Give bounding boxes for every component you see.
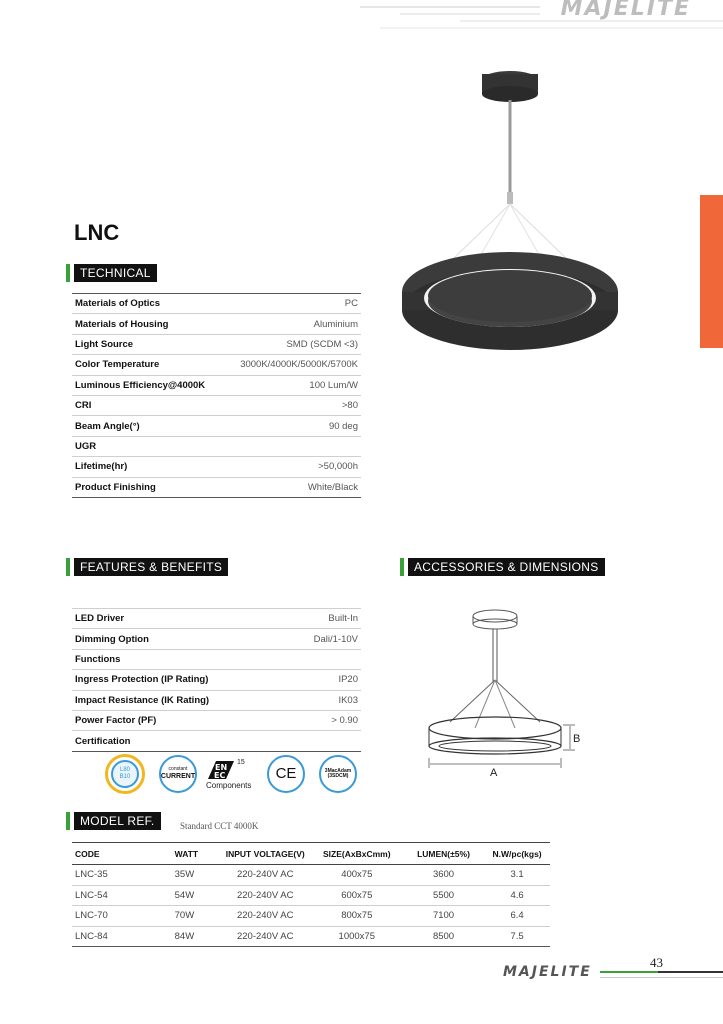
model-cell: 7100 — [403, 906, 484, 927]
model-ref-heading-label: MODEL REF. — [74, 812, 161, 830]
feature-row — [72, 690, 361, 710]
feature-value: Dali/1-10V — [285, 629, 361, 649]
tech-row — [72, 355, 361, 375]
tech-label: Light Source — [72, 334, 223, 354]
model-cell: 220-240V AC — [220, 906, 311, 927]
feature-label: Ingress Protection (IP Rating) — [72, 670, 285, 690]
tech-row — [72, 375, 361, 395]
feature-label: Power Factor (PF) — [72, 710, 285, 730]
cert-l80-badge — [105, 756, 145, 792]
model-cell: LNC-54 — [72, 885, 172, 906]
tech-label: CRI — [72, 395, 223, 415]
model-ref-note: Standard CCT 4000K — [180, 821, 259, 831]
macadam-text: 3MacAdam (3SDCM) — [319, 755, 357, 793]
current-label: CURRENT — [160, 772, 196, 780]
tech-label: Beam Angle(°) — [72, 416, 223, 436]
enec-number: 15 — [237, 758, 245, 766]
feature-value: IP20 — [285, 670, 361, 690]
footer-line-green — [600, 971, 658, 973]
tech-value: Aluminium — [223, 314, 361, 334]
heading-accent-bar — [66, 558, 70, 576]
tech-value: 3000K/4000K/5000K/5700K — [223, 355, 361, 375]
model-cell: 4.6 — [484, 885, 550, 906]
product-image — [395, 60, 625, 350]
header-brand-logo: MAJELITE — [560, 0, 691, 21]
tech-label: Color Temperature — [72, 355, 223, 375]
footer-line-gray — [600, 977, 723, 978]
model-cell: LNC-84 — [72, 926, 172, 947]
tech-value — [223, 436, 361, 456]
feature-value: > 0.90 — [285, 710, 361, 730]
feature-row — [72, 731, 361, 751]
model-cell: 8500 — [403, 926, 484, 947]
technical-heading — [66, 264, 157, 282]
features-table — [72, 608, 361, 752]
model-cell: 600x75 — [311, 885, 403, 906]
model-column-header: SIZE(AxBxCmm) — [311, 843, 403, 865]
tech-label: UGR — [72, 436, 223, 456]
enec-components: Components — [206, 780, 252, 790]
cert-ce-badge — [266, 756, 306, 792]
model-column-header: CODE — [72, 843, 172, 865]
tech-label: Luminous Efficiency@4000K — [72, 375, 223, 395]
model-cell: 800x75 — [311, 906, 403, 927]
tech-label: Materials of Housing — [72, 314, 223, 334]
tech-row — [72, 477, 361, 497]
feature-value: IK03 — [285, 690, 361, 710]
feature-label: Certification — [72, 731, 285, 751]
feature-value — [285, 731, 361, 751]
tech-row — [72, 395, 361, 415]
model-cell: 220-240V AC — [220, 865, 311, 886]
tech-row — [72, 294, 361, 314]
model-column-header: LUMEN(±5%) — [403, 843, 484, 865]
feature-row — [72, 649, 361, 669]
model-cell: LNC-35 — [72, 865, 172, 886]
cert-macadam-badge — [318, 756, 358, 792]
product-title: LNC — [74, 220, 120, 245]
feature-row — [72, 609, 361, 629]
ce-mark: CE — [267, 755, 305, 793]
cert-constant-current-badge — [158, 756, 198, 792]
l80-badge-icon — [105, 754, 145, 794]
feature-row — [72, 670, 361, 690]
footer-brand-logo: MAJELITE — [503, 964, 592, 980]
feature-label: LED Driver — [72, 609, 285, 629]
model-cell: 84W — [172, 926, 220, 947]
feature-label: Functions — [72, 649, 285, 669]
features-heading-label: FEATURES & BENEFITS — [74, 558, 228, 576]
svg-text:EN: EN — [215, 762, 228, 772]
page-number: 43 — [650, 955, 663, 970]
features-heading — [66, 558, 228, 576]
technical-table — [72, 293, 361, 498]
side-tab — [700, 195, 723, 348]
tech-label: Product Finishing — [72, 477, 223, 497]
model-cell: 5500 — [403, 885, 484, 906]
model-cell: 220-240V AC — [220, 885, 311, 906]
dimension-a-label: A — [490, 767, 498, 779]
tech-row — [72, 314, 361, 334]
feature-value: Built-In — [285, 609, 361, 629]
model-row — [72, 926, 550, 947]
model-cell: 70W — [172, 906, 220, 927]
tech-value: SMD (SCDM <3) — [223, 334, 361, 354]
dimension-b-label: B — [573, 733, 581, 745]
model-column-header: N.W/pc(kgs) — [484, 843, 550, 865]
feature-row — [72, 629, 361, 649]
feature-label: Dimming Option — [72, 629, 285, 649]
tech-value: PC — [223, 294, 361, 314]
tech-row — [72, 416, 361, 436]
heading-accent-bar — [400, 558, 404, 576]
model-column-header: INPUT VOLTAGE(V) — [220, 843, 311, 865]
model-cell: 3600 — [403, 865, 484, 886]
tech-value: >80 — [223, 395, 361, 415]
tech-value: White/Black — [223, 477, 361, 497]
model-row — [72, 865, 550, 886]
model-cell: 35W — [172, 865, 220, 886]
model-cell: 220-240V AC — [220, 926, 311, 947]
model-cell: 6.4 — [484, 906, 550, 927]
tech-value: >50,000h — [223, 457, 361, 477]
l80-text: L80 B10 — [111, 760, 139, 788]
tech-label: Materials of Optics — [72, 294, 223, 314]
heading-accent-bar — [66, 264, 70, 282]
feature-label: Impact Resistance (IK Rating) — [72, 690, 285, 710]
tech-row — [72, 457, 361, 477]
model-cell: LNC-70 — [72, 906, 172, 927]
tech-row — [72, 436, 361, 456]
feature-row — [72, 710, 361, 730]
tech-label: Lifetime(hr) — [72, 457, 223, 477]
cert-enec-badge — [206, 756, 258, 792]
feature-value — [285, 649, 361, 669]
svg-text:EC: EC — [214, 770, 226, 780]
tech-row — [72, 334, 361, 354]
model-table — [72, 842, 550, 947]
constant-label: constant — [168, 766, 188, 773]
model-cell: 7.5 — [484, 926, 550, 947]
enec-icon — [206, 759, 236, 781]
model-cell: 1000x75 — [311, 926, 403, 947]
model-ref-heading — [66, 812, 161, 830]
model-cell: 400x75 — [311, 865, 403, 886]
accessories-heading-label: ACCESSORIES & DIMENSIONS — [408, 558, 605, 576]
model-column-header: WATT — [172, 843, 220, 865]
tech-value: 100 Lum/W — [223, 375, 361, 395]
heading-accent-bar — [66, 812, 70, 830]
accessories-heading — [400, 558, 605, 576]
model-row — [72, 885, 550, 906]
model-cell: 3.1 — [484, 865, 550, 886]
footer-line-dark — [658, 971, 723, 973]
model-cell: 54W — [172, 885, 220, 906]
dimension-drawing — [420, 600, 590, 780]
tech-value: 90 deg — [223, 416, 361, 436]
model-row — [72, 906, 550, 927]
technical-heading-label: TECHNICAL — [74, 264, 157, 282]
